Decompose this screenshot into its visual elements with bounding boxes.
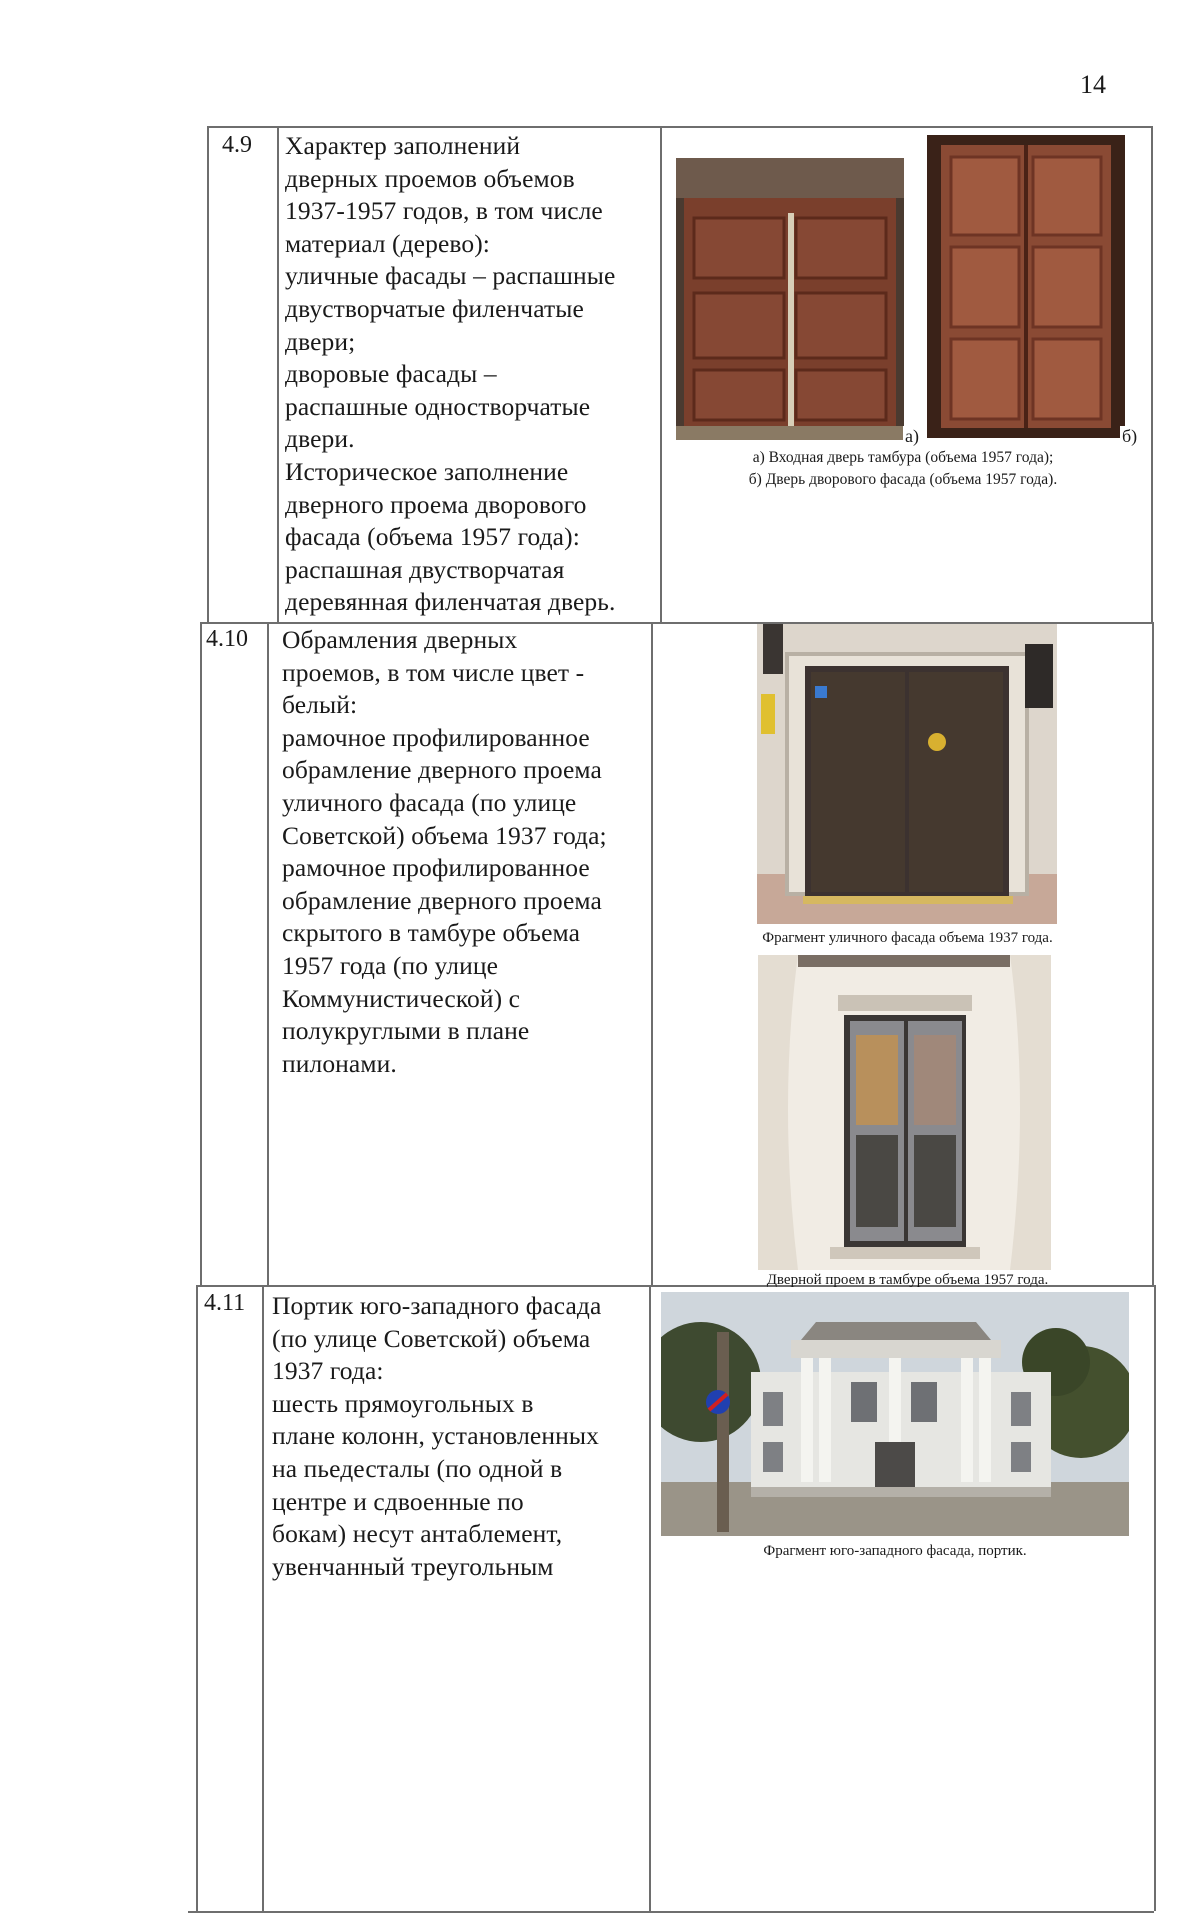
photo-southwest-facade-portico [661, 1292, 1129, 1536]
photo-caption: Фрагмент юго-западного фасада, портик. [763, 1543, 1027, 1559]
photo-street-facade-door [757, 624, 1057, 924]
photo-vestibule-entrance-door [676, 158, 904, 440]
photo-vestibule-doorway [758, 955, 1051, 1270]
photo-caption-line-2: б) Дверь дворового фасада (объема 1957 года). [748, 471, 1058, 488]
row-number: 4.10 [206, 626, 248, 652]
photo-label-b: б) [1122, 426, 1138, 446]
row-description: Характер заполнений дверных проемов объемов 1937-1957 годов, в том числе материал (дерево): уличные фасады – распашные двустворчатые филенчатые двери; дворовые фасады – распашные одностворчатые двери. Историческое заполнение дверного проема дворового фасада (объема 1957 года): распашная двустворчатая деревянная филенчатая дверь. [285, 131, 616, 617]
photo-caption-top: Фрагмент уличного фасада объема 1937 года. [762, 930, 1053, 946]
page-number: 14 [1080, 70, 1106, 99]
photo-courtyard-door [927, 135, 1125, 438]
photo-caption-bottom: Дверной проем в тамбуре объема 1957 года. [766, 1272, 1049, 1288]
photo-caption-line-1: а) Входная дверь тамбура (объема 1957 года); [752, 449, 1054, 466]
photo-label-a: а) [905, 426, 919, 446]
row-description: Обрамления дверных проемов, в том числе цвет - белый: рамочное профилированное обрамление дверного проема уличного фасада (по улице Советской) объема 1937 года; рамочное профилированное обрамление дверного проема скрытого в тамбуре объема 1957 года (по улице Коммунистической) с полукруглыми в плане пилонами. [282, 625, 607, 1078]
row-number: 4.11 [204, 1290, 246, 1316]
row-number: 4.9 [222, 132, 252, 158]
row-description: Портик юго-западного фасада (по улице Советской) объема 1937 года: шесть прямоугольных в плане колонн, установленных на пьедесталы (по одной в центре и сдвоенные по бокам) несут антаблемент, увенчанный треугольным [272, 1291, 602, 1581]
